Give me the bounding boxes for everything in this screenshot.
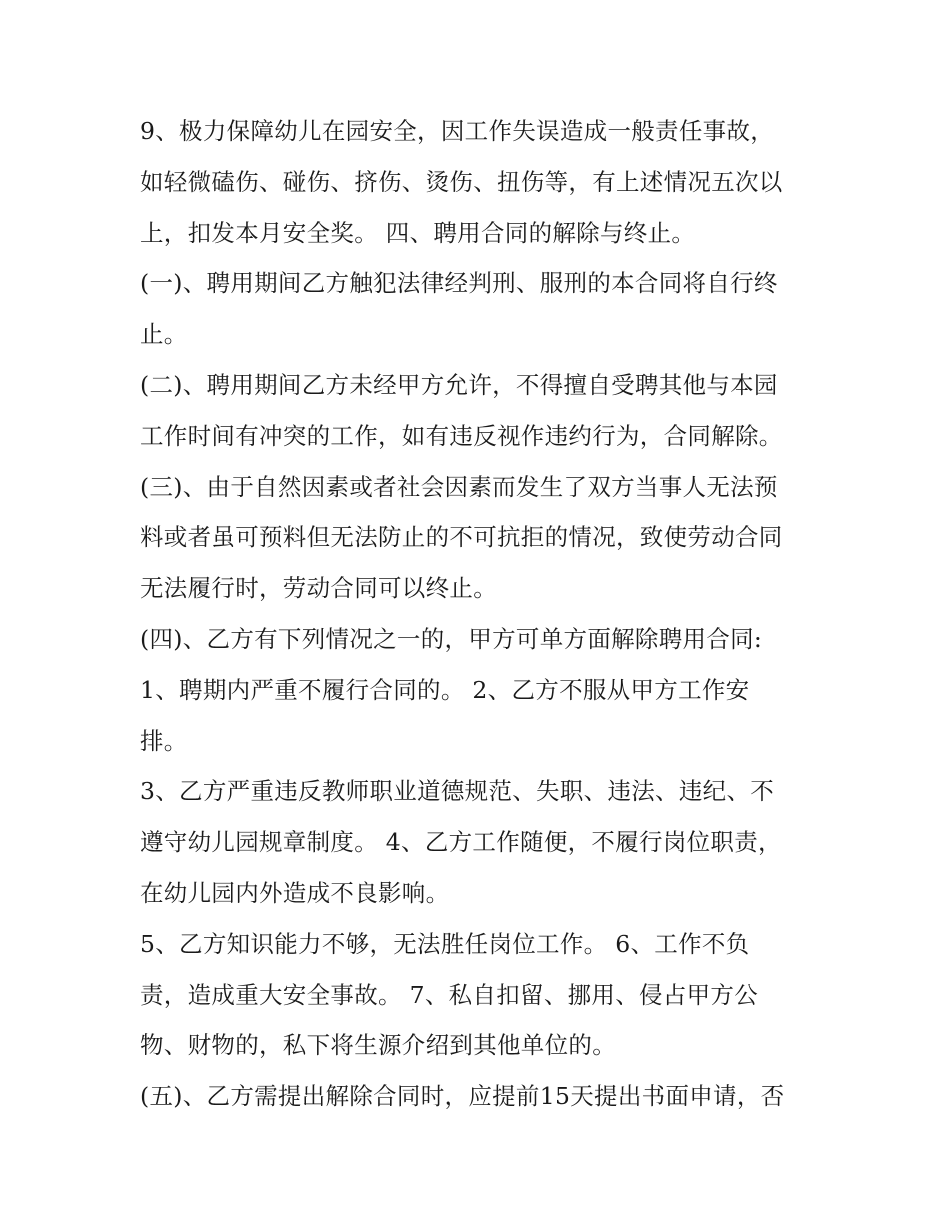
text-line-7: 工作时间有冲突的工作，如有违反视作违约行为，合同解除。 [140,421,783,450]
contract-text [140,112,840,1128]
text-line-1: 9、极力保障幼儿在园安全，因工作失误造成一般责任事故， [140,117,775,145]
text-line-10: 无法履行时，劳动合同可以终止。 [140,574,497,603]
text-line-15: 遵守幼儿园规章制度。 4、乙方工作随便，不履行岗位职责， [140,828,782,857]
text-line-4: (一)、聘用期间乙方触犯法律经判刑、服刑的本合同将自行终 [140,269,778,298]
text-line-2: 如轻微磕伤、碰伤、挤伤、烫伤、扭伤等，有上述情况五次以 [140,167,783,196]
text-line-18: 责，造成重大安全事故。 7、私自扣留、挪用、侵占甲方公 [140,980,759,1009]
text-line-6: (二)、聘用期间乙方未经甲方允许，不得擅自受聘其他与本园 [140,370,778,399]
text-line-14: 3、乙方严重违反教师职业道德规范、失职、违法、违纪、不 [140,777,775,806]
text-line-16: 在幼儿园内外造成不良影响。 [140,878,450,907]
text-line-5: 止。 [140,320,188,349]
text-line-17: 5、乙方知识能力不够，无法胜任岗位工作。 6、工作不负 [140,929,750,958]
text-line-8: (三)、由于自然因素或者社会因素而发生了双方当事人无法预 [140,472,778,501]
text-line-11: (四)、乙方有下列情况之一的，甲方可单方面解除聘用合同: [140,624,763,653]
text-line-3: 上，扣发本月安全奖。 四、聘用合同的解除与终止。 [140,218,696,247]
text-line-20: (五)、乙方需提出解除合同时，应提前15天提出书面申请，否 [140,1082,785,1111]
text-line-12: 1、聘期内严重不履行合同的。 2、乙方不服从甲方工作安 [140,675,750,704]
text-line-9: 料或者虽可预料但无法防止的不可抗拒的情况，致使劳动合同 [140,523,783,552]
text-line-13: 排。 [140,726,188,755]
text-line-19: 物、财物的，私下将生源介绍到其他单位的。 [140,1031,616,1060]
